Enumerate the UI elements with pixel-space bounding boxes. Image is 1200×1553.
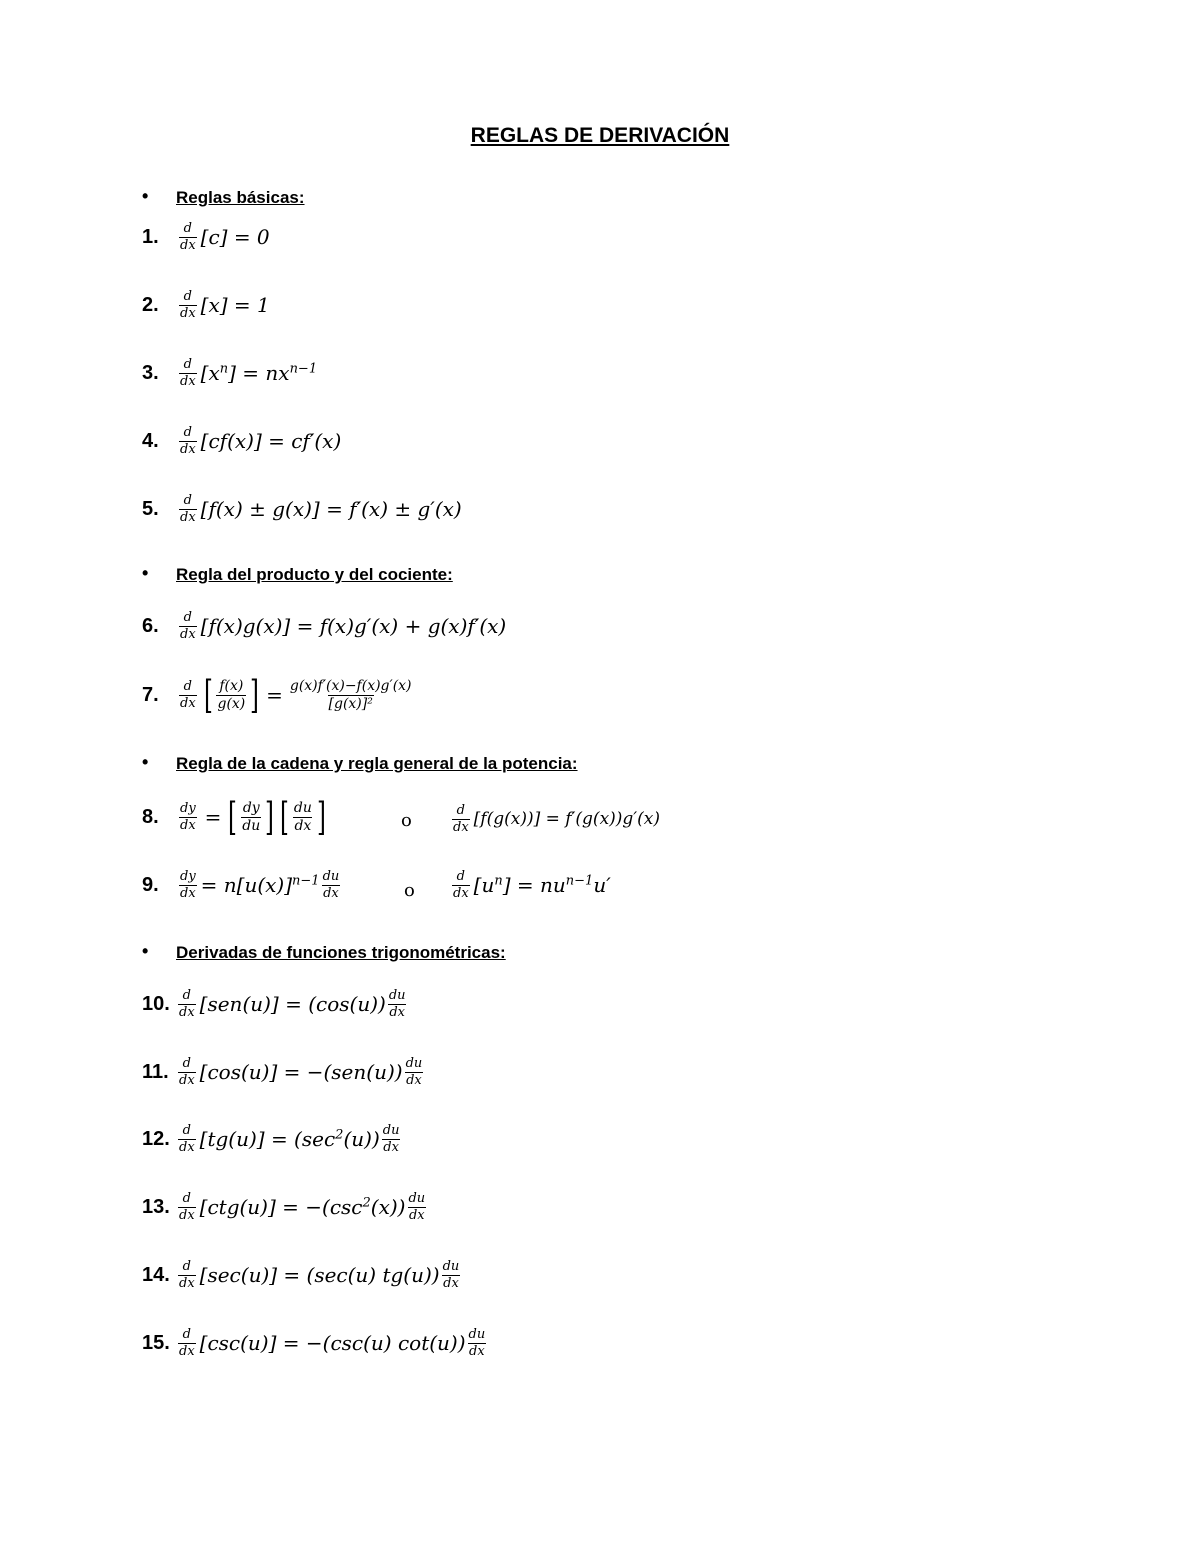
du-dx-fraction: $\frac{du}{dx}$ <box>388 988 406 1020</box>
formula-body: [f(g(x))] = f′(g(x))g′(x) <box>473 809 661 830</box>
section-label: Regla de la cadena y regla general de la potencia: <box>176 754 578 773</box>
derivative-operator: $\frac{d}{dx}$ <box>179 988 195 1020</box>
formula-body: [f(x)g(x)] = f(x)g′(x) + g(x)f′(x) <box>200 614 507 639</box>
formula-number: 9. <box>142 873 159 896</box>
section-chain-rule <box>142 752 578 774</box>
derivative-operator: $\frac{d}{dx}$ <box>453 803 469 835</box>
equals-sign: = <box>204 805 222 829</box>
formula-body: [c] = 0 <box>200 225 270 250</box>
formula-6 <box>142 611 506 641</box>
du-dx-fraction: $\frac{du}{dx}$ <box>408 1191 426 1223</box>
formula-body: [sec(u)] = (sec(u) tg(u)) <box>199 1263 440 1288</box>
du-dx-bracket: [ $\frac{du}{dx}$ ] <box>280 795 326 839</box>
formula-15 <box>142 1328 490 1358</box>
section-trig-derivatives <box>142 941 506 963</box>
bullet-icon: • <box>142 186 149 206</box>
formula-8-alt <box>450 804 660 834</box>
derivative-operator: $\frac{d}{dx}$ <box>179 1056 195 1088</box>
bullet-icon: • <box>142 563 149 583</box>
formula-1 <box>142 222 270 252</box>
du-dx-fraction: $\frac{du}{dx}$ <box>322 869 340 901</box>
formula-number: 2. <box>142 293 159 316</box>
derivative-operator: $\frac{d}{dx}$ <box>180 357 196 389</box>
formula-number: 13. <box>142 1195 170 1218</box>
du-dx-fraction: $\frac{du}{dx}$ <box>405 1056 423 1088</box>
formula-7 <box>142 673 417 717</box>
formula-number: 14. <box>142 1263 170 1286</box>
formula-body: [f(x) ± g(x)] = f′(x) ± g′(x) <box>200 497 462 522</box>
formula-body: [sen(u)] = (cos(u)) <box>199 992 386 1017</box>
formula-11 <box>142 1057 427 1087</box>
formula-number: 11. <box>142 1060 169 1083</box>
formula-9 <box>142 870 344 900</box>
derivative-operator: $\frac{d}{dx}$ <box>453 869 469 901</box>
formula-5 <box>142 494 462 524</box>
or-separator: o <box>404 880 415 901</box>
derivative-operator: $\frac{d}{dx}$ <box>179 1191 195 1223</box>
formula-number: 1. <box>142 225 159 248</box>
formula-2 <box>142 290 270 320</box>
dy-dx-fraction: $\frac{dy}{dx}$ <box>180 869 196 901</box>
formula-body: = $n[u(x)]^{n-1}$ <box>200 873 320 898</box>
dy-du-bracket: [ $\frac{dy}{du}$ ] <box>228 795 275 839</box>
formula-3 <box>142 358 317 388</box>
formula-14 <box>142 1260 464 1290</box>
section-product-quotient <box>142 563 453 585</box>
bullet-icon: • <box>142 752 149 772</box>
bullet-icon: • <box>142 941 149 961</box>
du-dx-fraction: $\frac{du}{dx}$ <box>468 1327 486 1359</box>
dy-dx-fraction: $\frac{dy}{dx}$ <box>180 800 196 833</box>
page-title: REGLAS DE DERIVACIÓN <box>470 124 730 147</box>
quotient-bracket: [ $\frac{f(x)}{g(x)}$ ] <box>203 673 260 717</box>
formula-number: 12. <box>142 1127 170 1150</box>
formula-number: 4. <box>142 429 159 452</box>
formula-number: 3. <box>142 361 159 384</box>
formula-number: 6. <box>142 614 159 637</box>
formula-body: $[u^n] = nu^{n-1}u'$ <box>473 873 611 898</box>
formula-10 <box>142 989 411 1019</box>
derivative-operator: $\frac{d}{dx}$ <box>179 1327 195 1359</box>
formula-number: 8. <box>142 805 159 828</box>
derivative-operator: $\frac{d}{dx}$ <box>179 1123 195 1155</box>
formula-body: [cf(x)] = cf′(x) <box>200 429 342 454</box>
derivative-operator: $\frac{d}{dx}$ <box>180 425 196 457</box>
section-label: Reglas básicas: <box>176 188 305 207</box>
formula-9-alt <box>450 870 611 900</box>
derivative-operator: $\frac{d}{dx}$ <box>180 493 196 525</box>
derivative-operator: $\frac{d}{dx}$ <box>180 221 196 253</box>
derivative-operator: $\frac{d}{dx}$ <box>179 1259 195 1291</box>
section-label: Derivadas de funciones trigonométricas: <box>176 943 506 962</box>
formula-8 <box>142 795 329 839</box>
derivative-operator: $\frac{d}{dx}$ <box>180 678 196 711</box>
equals-sign: = <box>266 683 283 707</box>
formula-number: 15. <box>142 1331 170 1354</box>
quotient-result: $\frac{g(x)f'(x)-f(x)g'(x)}{\text{[g(x)]²}}$ <box>289 677 412 712</box>
formula-body: [x] = 1 <box>200 293 270 318</box>
formula-number: 7. <box>142 683 159 706</box>
formula-body: [cos(u)] = −(sen(u)) <box>199 1060 403 1085</box>
formula-12 <box>142 1124 404 1154</box>
or-separator: o <box>401 810 412 831</box>
formula-4 <box>142 426 341 456</box>
du-dx-fraction: $\frac{du}{dx}$ <box>442 1259 460 1291</box>
formula-number: 5. <box>142 497 159 520</box>
du-dx-fraction: $\frac{du}{dx}$ <box>382 1123 400 1155</box>
formula-body: [csc(u)] = −(csc(u) cot(u)) <box>199 1331 466 1356</box>
derivative-operator: $\frac{d}{dx}$ <box>180 610 196 642</box>
formula-body: $[tg(u)] = (\sec^2(u))$ <box>199 1127 380 1152</box>
section-basic-rules <box>142 186 305 208</box>
formula-number: 10. <box>142 992 170 1015</box>
formula-13 <box>142 1192 430 1222</box>
formula-body: $[ctg(u)] = -(\csc^2(x))$ <box>199 1195 406 1220</box>
formula-body: $[x^n] = nx^{n-1}$ <box>200 361 318 386</box>
section-label: Regla del producto y del cociente: <box>176 565 453 584</box>
derivative-operator: $\frac{d}{dx}$ <box>180 289 196 321</box>
